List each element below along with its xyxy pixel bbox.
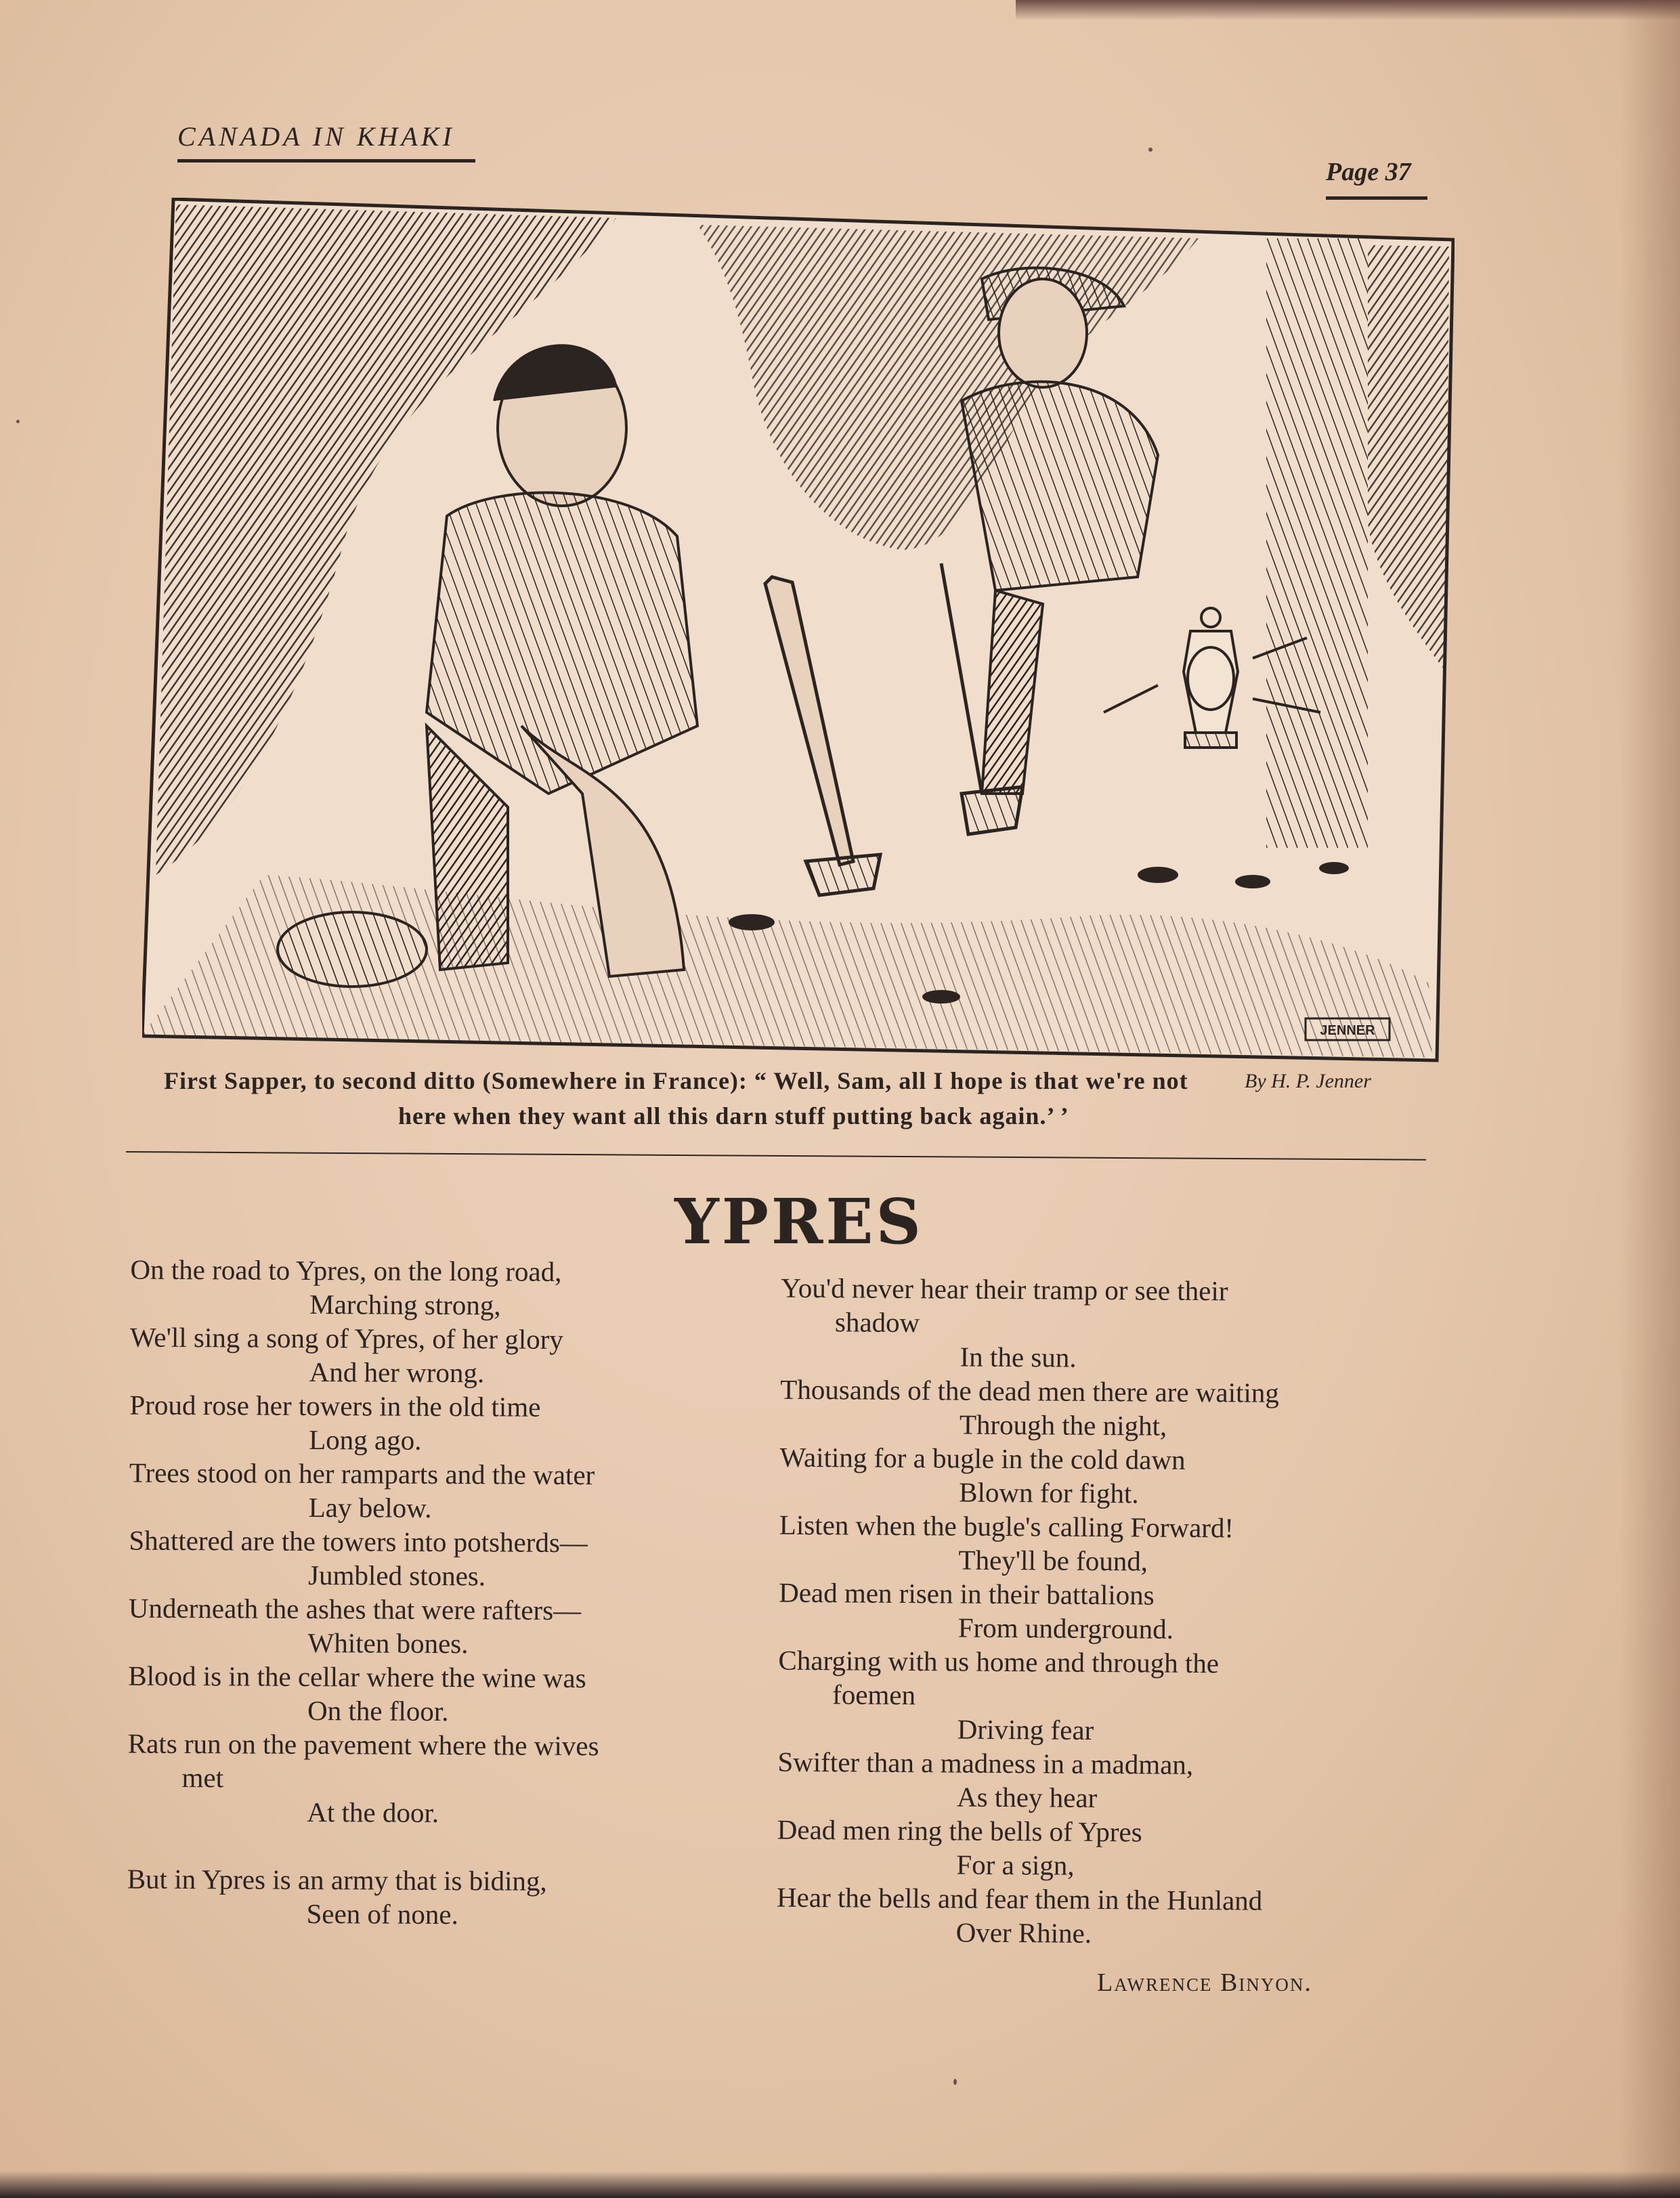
- poem-title: YPRES: [674, 1185, 924, 1258]
- poem-line: Rats run on the pavement where the wives: [127, 1727, 599, 1762]
- poem-line: Driving fear: [957, 1713, 1094, 1746]
- artist-signature-text: JENNER: [1320, 1023, 1375, 1038]
- poem-line: On the road to Ypres, on the long road,: [130, 1253, 562, 1287]
- poem-right-column: [777, 1271, 1425, 1953]
- poem-line: Whiten bones.: [307, 1626, 469, 1660]
- poem-line: From underground.: [957, 1612, 1174, 1645]
- poem-line: But in Ypres is an army that is biding,: [127, 1863, 547, 1897]
- poem-line: Through the night,: [959, 1408, 1167, 1442]
- poem-line: foemen: [832, 1679, 916, 1711]
- poem-line: Waiting for a bugle in the cold dawn: [779, 1441, 1186, 1475]
- poem-line: As they hear: [956, 1781, 1098, 1813]
- section-divider: [126, 1151, 1426, 1161]
- poem-line: Blown for fight.: [959, 1476, 1139, 1509]
- poem-line: Thousands of the dead men there are waiting: [780, 1373, 1280, 1408]
- poem-line: Over Rhine.: [955, 1916, 1092, 1949]
- poem-line: Lay below.: [308, 1491, 432, 1524]
- illustration-caption: [164, 1063, 1410, 1134]
- book-top-edge: [1016, 0, 1680, 20]
- running-head: CANADA IN KHAKI: [177, 121, 475, 163]
- page-gutter-shadow: [1619, 0, 1680, 2198]
- poem-line: shadow: [834, 1306, 920, 1339]
- poem-line: Seen of none.: [306, 1897, 458, 1931]
- poem-line: Blood is in the cellar where the wine was: [128, 1660, 586, 1694]
- poem-line: Jumbled stones.: [308, 1559, 486, 1592]
- poem-line: Dead men ring the bells of Ypres: [777, 1813, 1142, 1848]
- paper-blemish: [16, 420, 20, 423]
- poem-line: Dead men risen in their battalions: [779, 1576, 1155, 1611]
- poem-line: Marching strong,: [309, 1288, 501, 1321]
- poem-line: In the sun.: [960, 1341, 1077, 1373]
- poem-line: Shattered are the towers into potsherds—: [129, 1524, 588, 1559]
- poem-line: Underneath the ashes that were rafters—: [128, 1592, 582, 1626]
- page-number: Page 37: [1326, 157, 1427, 200]
- book-bottom-edge: [0, 2171, 1680, 2198]
- poem-line: Swifter than a madness in a madman,: [777, 1746, 1194, 1780]
- poem-line: You'd never hear their tramp or see their: [781, 1272, 1228, 1307]
- poem-line: For a sign,: [956, 1849, 1075, 1881]
- poem-line: They'll be found,: [958, 1544, 1148, 1577]
- caption-line-2: here when they want all this darn stuff putting back again.’ ’: [398, 1102, 1069, 1129]
- poem-line: On the floor.: [307, 1694, 449, 1727]
- paper-blemish: [1148, 148, 1153, 152]
- poem-line: Long ago.: [309, 1423, 422, 1456]
- poem-line: Trees stood on her ramparts and the water: [129, 1457, 595, 1491]
- poem-line: met: [181, 1761, 224, 1794]
- illustration-credit: By H. P. Jenner: [1245, 1070, 1371, 1092]
- poem-left-column: [127, 1253, 760, 1933]
- caption-line-1: First Sapper, to second ditto (Somewhere in France): “ Well, Sam, all I hope is that we're not: [164, 1067, 1188, 1094]
- poem-line: At the door.: [307, 1796, 439, 1828]
- poem-line: Proud rose her towers in the old time: [129, 1389, 541, 1423]
- sapper-illustration: [142, 198, 1455, 1064]
- poem-line: Hear the bells and fear them in the Hunland: [776, 1881, 1263, 1916]
- paper-blemish: [953, 2079, 957, 2085]
- poem-line: Listen when the bugle's calling Forward!: [779, 1509, 1234, 1544]
- stanza-break: [127, 1828, 757, 1866]
- poem-line: Charging with us home and through the: [778, 1644, 1220, 1679]
- poem-author: Lawrence Binyon.: [1097, 1968, 1312, 1997]
- poem-line: And her wrong.: [309, 1356, 485, 1389]
- poem-line: We'll sing a song of Ypres, of her glory: [129, 1321, 563, 1355]
